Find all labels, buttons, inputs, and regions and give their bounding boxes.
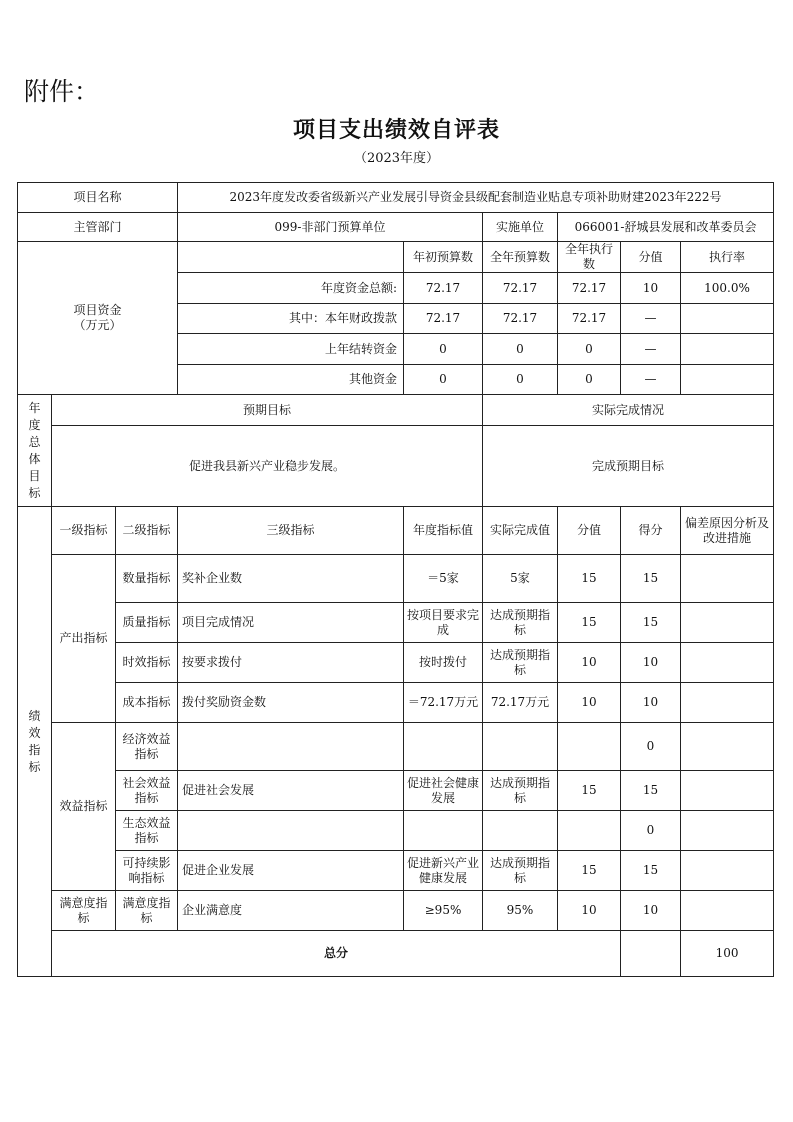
target-cell [404, 811, 483, 851]
note-cell [681, 771, 774, 811]
l3-cell [178, 723, 404, 771]
score-cell: 15 [621, 851, 681, 891]
value-cell: 15 [558, 603, 621, 643]
goals-expected: 促进我县新兴产业稳步发展。 [52, 426, 483, 507]
funds-header: 全年执行数 [558, 242, 621, 273]
funds-cell: — [621, 365, 681, 395]
l2-cell: 可持续影响指标 [116, 851, 178, 891]
goals-label: 年 度 总 体 目 标 [18, 395, 52, 507]
indicators-label: 绩 效 指 标 [18, 507, 52, 977]
target-cell: ≥95% [404, 891, 483, 931]
impl-label: 实施单位 [483, 213, 558, 242]
funds-cell: 10 [621, 273, 681, 304]
score-cell: 0 [621, 723, 681, 771]
funds-row-label: 其中：本年财政拨款 [178, 304, 404, 334]
score-cell: 10 [621, 643, 681, 683]
goals-actual: 完成预期目标 [483, 426, 774, 507]
note-cell [681, 851, 774, 891]
actual-cell: 达成预期指标 [483, 771, 558, 811]
goals-expected-header: 预期目标 [52, 395, 483, 426]
indicator-header: 年度指标值 [404, 507, 483, 555]
note-cell [681, 603, 774, 643]
funds-cell: 72.17 [483, 273, 558, 304]
impl-value: 066001-舒城县发展和改革委员会 [558, 213, 774, 242]
actual-cell: 达成预期指标 [483, 643, 558, 683]
l3-cell: 奖补企业数 [178, 555, 404, 603]
goals-actual-header: 实际完成情况 [483, 395, 774, 426]
funds-header: 执行率 [681, 242, 774, 273]
benefit-indicator-label: 效益指标 [52, 723, 116, 891]
funds-cell: 72.17 [404, 273, 483, 304]
note-cell [681, 555, 774, 603]
funds-header: 年初预算数 [404, 242, 483, 273]
funds-cell: 0 [404, 334, 483, 365]
l2-cell: 成本指标 [116, 683, 178, 723]
funds-label: 项目资金 （万元） [18, 242, 178, 395]
year-note: （2023年度） [353, 151, 440, 166]
satisfaction-indicator-label: 满意度指标 [52, 891, 116, 931]
funds-cell: 72.17 [483, 304, 558, 334]
l3-cell: 促进企业发展 [178, 851, 404, 891]
l2-cell: 数量指标 [116, 555, 178, 603]
page-title: 项目支出绩效自评表 [292, 118, 500, 143]
actual-cell: 5家 [483, 555, 558, 603]
funds-cell: 0 [404, 365, 483, 395]
actual-cell [483, 723, 558, 771]
total-blank [621, 931, 681, 977]
l2-cell: 满意度指标 [116, 891, 178, 931]
value-cell: 15 [558, 771, 621, 811]
funds-cell: 0 [483, 334, 558, 365]
funds-row-label: 年度资金总额: [178, 273, 404, 304]
performance-table [17, 182, 774, 977]
funds-cell: 72.17 [558, 273, 621, 304]
indicator-header: 得分 [621, 507, 681, 555]
note-cell [681, 891, 774, 931]
target-cell [404, 723, 483, 771]
funds-header: 分值 [621, 242, 681, 273]
funds-cell [681, 365, 774, 395]
target-cell: 按项目要求完成 [404, 603, 483, 643]
value-cell: 10 [558, 643, 621, 683]
target-cell: ＝72.17万元 [404, 683, 483, 723]
value-cell [558, 723, 621, 771]
score-cell: 0 [621, 811, 681, 851]
total-label: 总分 [52, 931, 621, 977]
l2-cell: 质量指标 [116, 603, 178, 643]
output-indicator-label: 产出指标 [52, 555, 116, 723]
funds-cell [681, 334, 774, 365]
dept-value: 099-非部门预算单位 [178, 213, 483, 242]
note-cell [681, 723, 774, 771]
indicator-header: 分值 [558, 507, 621, 555]
actual-cell: 72.17万元 [483, 683, 558, 723]
value-cell: 10 [558, 683, 621, 723]
attachment-label: 附件： [24, 77, 100, 106]
l3-cell [178, 811, 404, 851]
l2-cell: 生态效益指标 [116, 811, 178, 851]
value-cell: 15 [558, 555, 621, 603]
actual-cell: 95% [483, 891, 558, 931]
actual-cell: 达成预期指标 [483, 851, 558, 891]
funds-header: 全年预算数 [483, 242, 558, 273]
value-cell [558, 811, 621, 851]
funds-cell [681, 304, 774, 334]
note-cell [681, 811, 774, 851]
funds-cell: 0 [558, 365, 621, 395]
l2-cell: 经济效益指标 [116, 723, 178, 771]
note-cell [681, 643, 774, 683]
score-cell: 10 [621, 891, 681, 931]
actual-cell [483, 811, 558, 851]
indicator-header: 实际完成值 [483, 507, 558, 555]
funds-cell: 72.17 [558, 304, 621, 334]
target-cell: 按时拨付 [404, 643, 483, 683]
funds-row-label: 上年结转资金 [178, 334, 404, 365]
value-cell: 15 [558, 851, 621, 891]
funds-cell: — [621, 304, 681, 334]
indicator-header: 二级指标 [116, 507, 178, 555]
target-cell: 促进新兴产业健康发展 [404, 851, 483, 891]
actual-cell: 达成预期指标 [483, 603, 558, 643]
score-cell: 10 [621, 683, 681, 723]
l2-cell: 时效指标 [116, 643, 178, 683]
l3-cell: 按要求拨付 [178, 643, 404, 683]
funds-cell: — [621, 334, 681, 365]
note-cell [681, 683, 774, 723]
target-cell: ＝5家 [404, 555, 483, 603]
score-cell: 15 [621, 771, 681, 811]
funds-header-blank [178, 242, 404, 273]
indicator-header: 偏差原因分析及改进措施 [681, 507, 774, 555]
dept-label: 主管部门 [18, 213, 178, 242]
project-name-label: 项目名称 [18, 183, 178, 213]
l3-cell: 促进社会发展 [178, 771, 404, 811]
score-cell: 15 [621, 603, 681, 643]
l2-cell: 社会效益指标 [116, 771, 178, 811]
l3-cell: 企业满意度 [178, 891, 404, 931]
value-cell: 10 [558, 891, 621, 931]
project-name-value: 2023年度发改委省级新兴产业发展引导资金县级配套制造业贴息专项补助财建2023年222号 [178, 183, 774, 213]
indicator-header: 三级指标 [178, 507, 404, 555]
l3-cell: 拨付奖励资金数 [178, 683, 404, 723]
indicator-header: 一级指标 [52, 507, 116, 555]
l3-cell: 项目完成情况 [178, 603, 404, 643]
funds-row-label: 其他资金 [178, 365, 404, 395]
total-value: 100 [681, 931, 774, 977]
target-cell: 促进社会健康发展 [404, 771, 483, 811]
funds-cell: 100.0% [681, 273, 774, 304]
score-cell: 15 [621, 555, 681, 603]
funds-cell: 0 [558, 334, 621, 365]
funds-cell: 72.17 [404, 304, 483, 334]
funds-cell: 0 [483, 365, 558, 395]
